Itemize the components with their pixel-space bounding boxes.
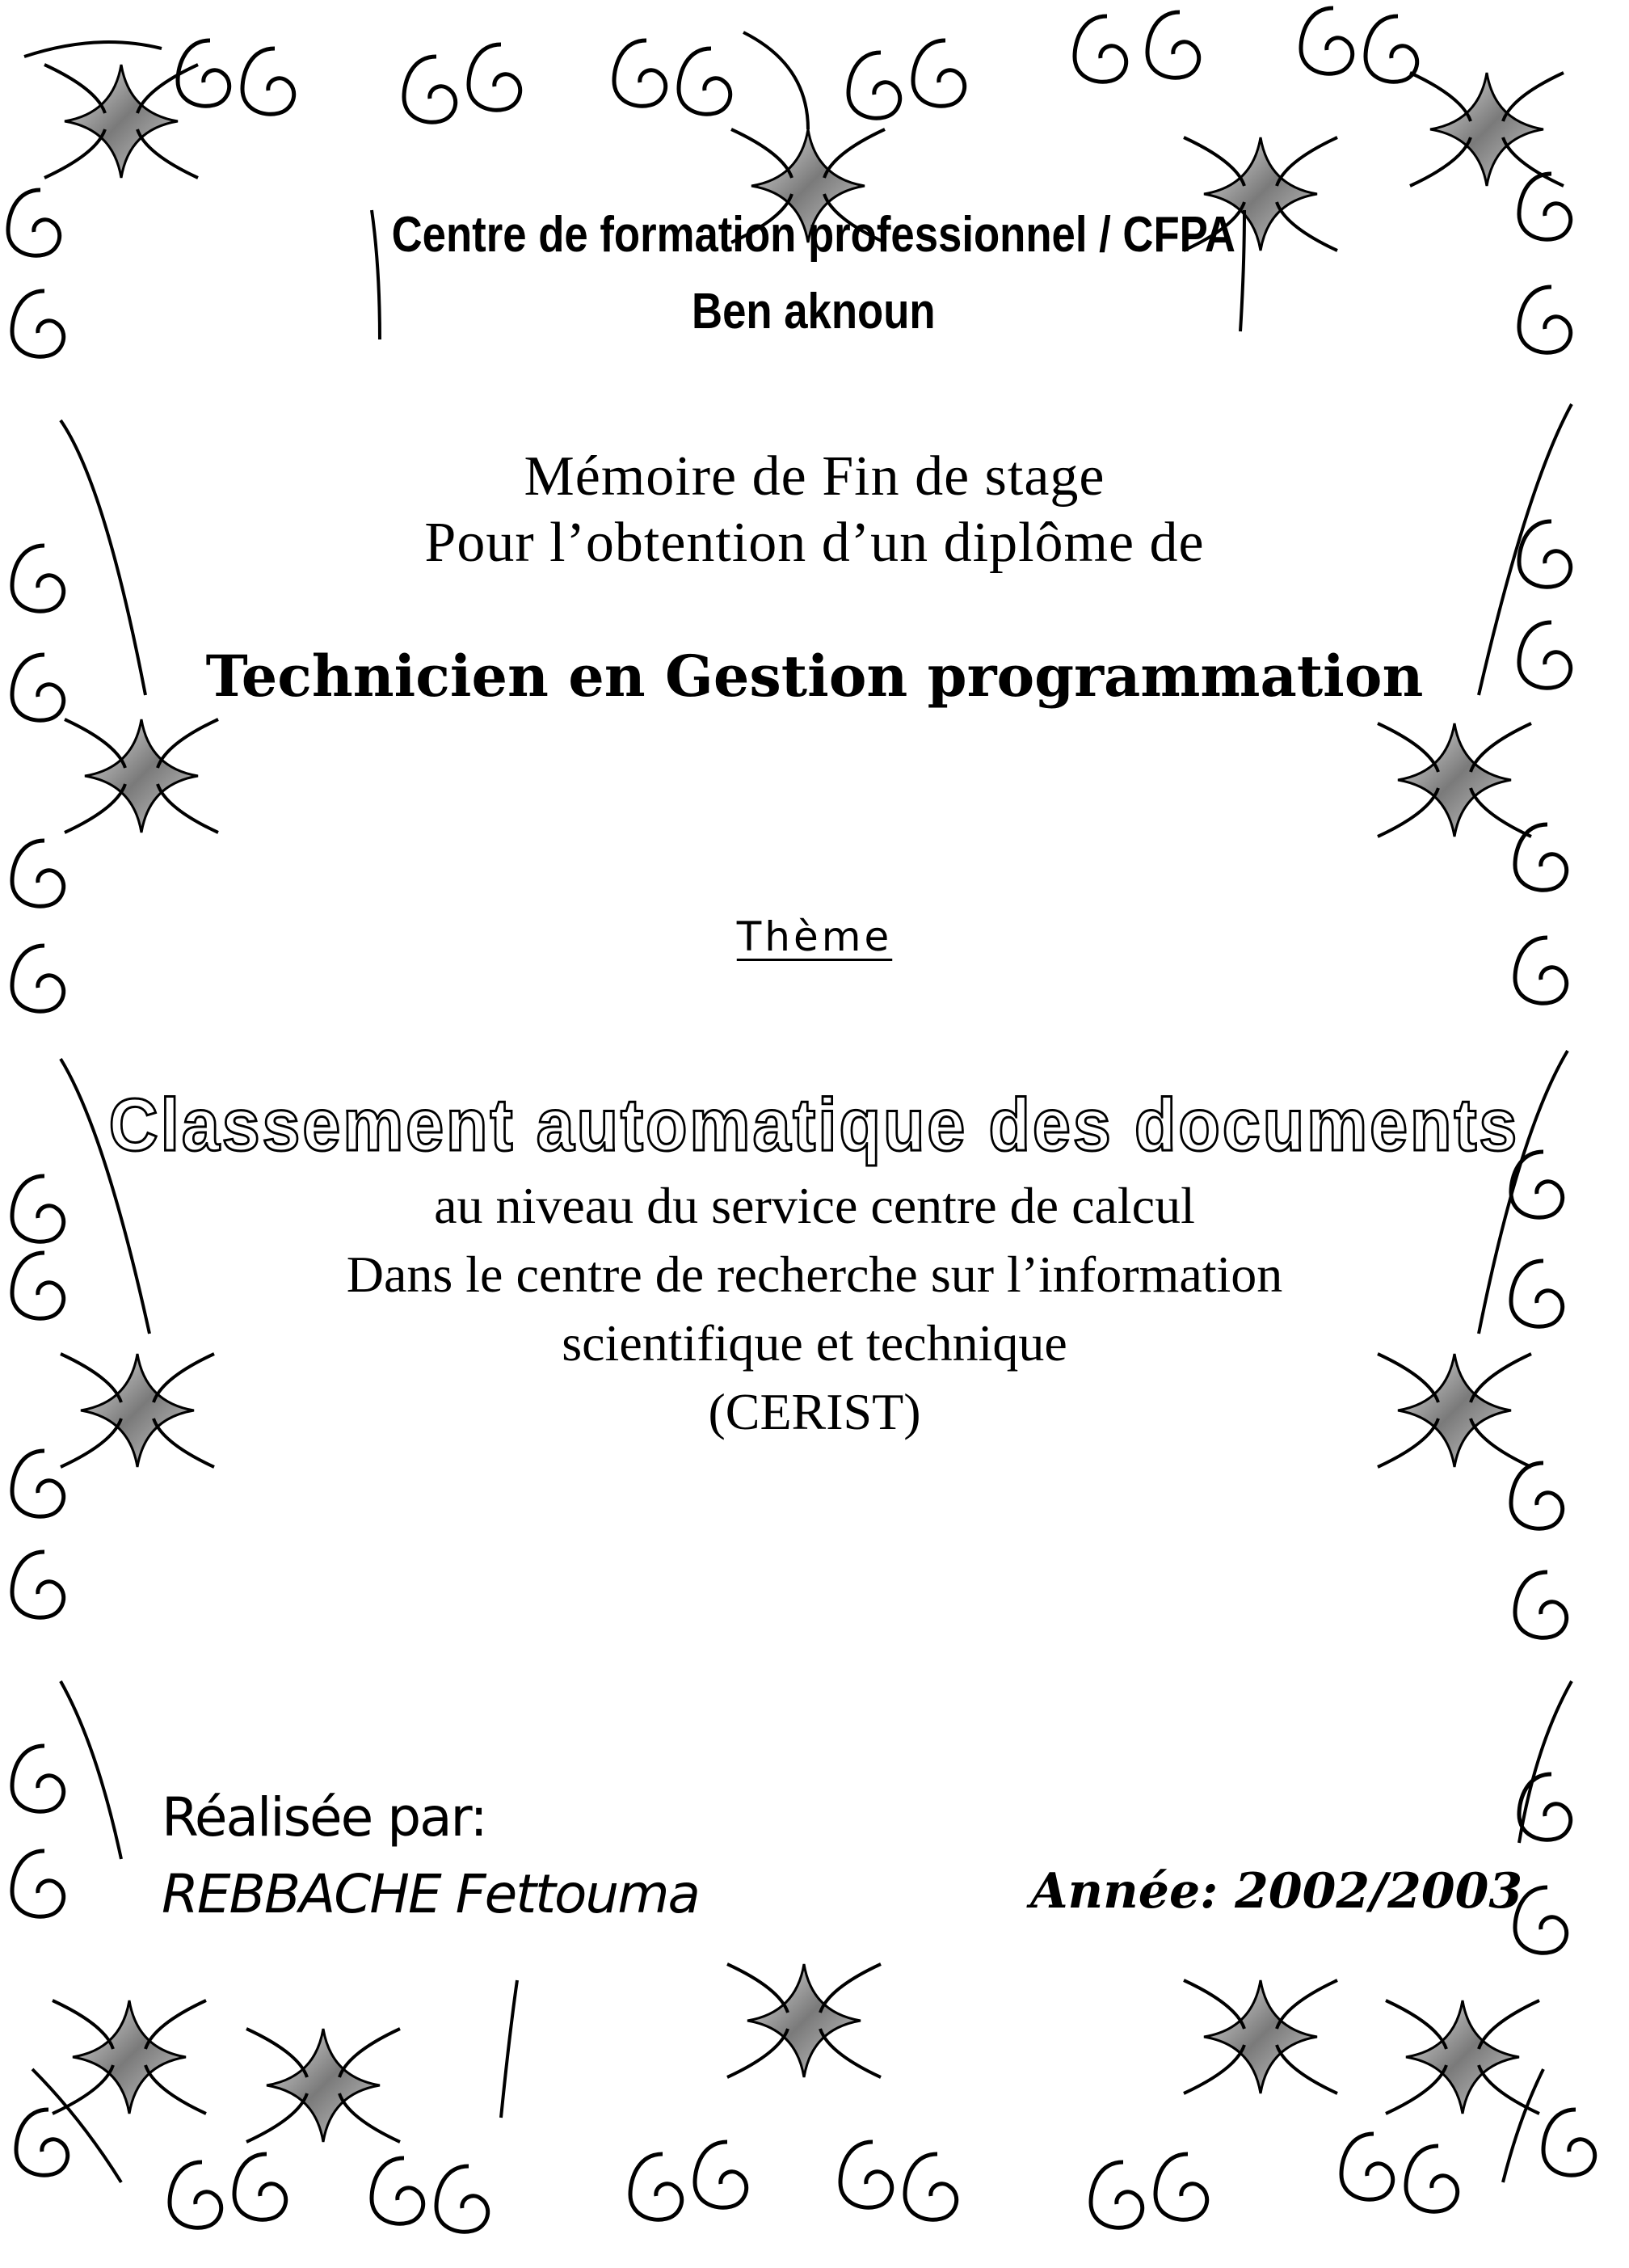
- academic-year: Année: 2002/2003: [1030, 1863, 1523, 1920]
- institution-location: Ben aknoun: [692, 284, 936, 339]
- memoire-subtitle: Pour l’obtention d’un diplôme de: [424, 512, 1205, 574]
- subject-line: scientifique et technique: [562, 1314, 1067, 1372]
- subject-line: Dans le centre de recherche sur l’information: [346, 1246, 1283, 1303]
- author-label: Réalisée par:: [162, 1786, 486, 1849]
- theme-label: Thème: [736, 913, 893, 960]
- subject-title: Classement automatique des documents: [108, 1084, 1520, 1166]
- memoire-title: Mémoire de Fin de stage: [524, 445, 1105, 508]
- institution-name: Centre de formation professionnel / CFPA: [391, 207, 1235, 263]
- subject-line: (CERIST): [708, 1383, 921, 1440]
- right-border-ornament: [1378, 174, 1572, 1953]
- bottom-border-ornament: [16, 1964, 1595, 2232]
- diploma-title: Technicien en Gestion programmation: [205, 643, 1424, 710]
- subject-line: au niveau du service centre de calcul: [434, 1177, 1195, 1234]
- author-name: REBBACHE Fettouma: [162, 1863, 699, 1925]
